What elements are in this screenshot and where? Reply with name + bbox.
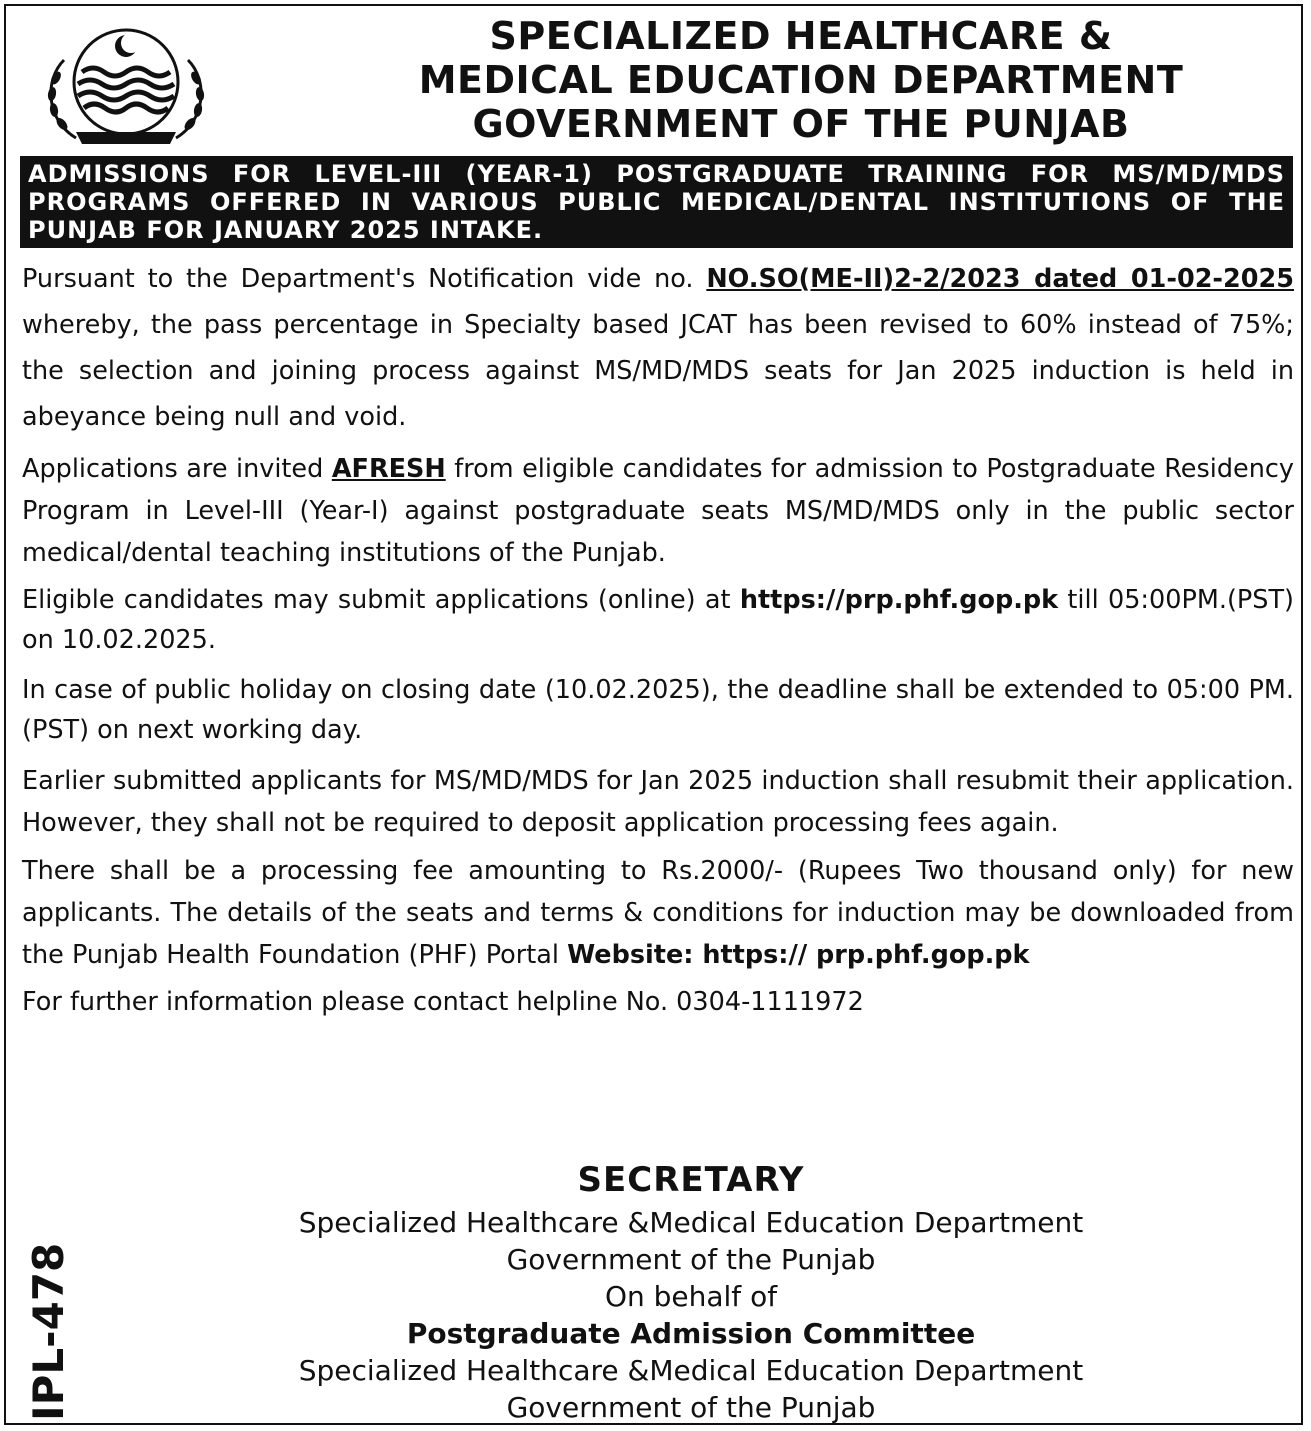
notification-intro: Pursuant to the Department's Notification vide no.	[22, 264, 707, 294]
submission-intro: Eligible candidates may submit applications (online) at	[22, 585, 740, 615]
advertisement-frame	[4, 4, 1303, 1425]
header-line-3: GOVERNMENT OF THE PUNJAB	[472, 102, 1130, 146]
notice-body	[22, 256, 1294, 1022]
ipl-code: IPL-478	[24, 1242, 73, 1421]
on-behalf-of: On behalf of	[604, 1280, 778, 1313]
committee-department: Specialized Healthcare &Medical Education Department	[298, 1354, 1084, 1387]
header-line-2: MEDICAL EDUCATION DEPARTMENT	[418, 58, 1184, 102]
notification-text: whereby, the pass percentage in Specialty based JCAT has been revised to 60% instead of 75%; the selection and joining process against MS/MD/MDS seats for Jan 2025 induction is held in abeyance being null and void.	[22, 310, 1294, 432]
paragraph-notification	[22, 256, 1294, 440]
signatory-title: SECRETARY	[577, 1160, 805, 1200]
paragraph-helpline: For further information please contact helpline No. 0304-1111972	[22, 987, 864, 1017]
paragraph-invitation	[22, 448, 1294, 574]
paragraph-resubmit: Earlier submitted applicants for MS/MD/MDS for Jan 2025 induction shall resubmit their application. However, they shall not be required to deposit application processing fees again.	[22, 766, 1294, 838]
invitation-intro: Applications are invited	[22, 454, 332, 484]
invitation-text: from eligible candidates for admission to Postgraduate Residency Program in Level-III (Year-I) against postgraduate seats MS/MD/MDS only in the public sector medical/dental teaching institutions of the Punjab.	[22, 454, 1294, 568]
signatory-department: Specialized Healthcare &Medical Education Department	[298, 1206, 1084, 1239]
committee-name: Postgraduate Admission Committee	[406, 1317, 976, 1350]
committee-government: Government of the Punjab	[506, 1391, 876, 1424]
signature-block	[66, 1156, 1311, 1426]
fee-text: There shall be a processing fee amounting to Rs.2000/- (Rupees Two thousand only) for new applicants. The details of the seats and terms & conditions for induction may be downloaded from the Punjab Health Foundation (PHF) Portal	[22, 856, 1294, 970]
paragraph-holiday: In case of public holiday on closing date (10.02.2025), the deadline shall be extended to 05:00 PM.(PST) on next working day.	[22, 675, 1294, 745]
signatory-government: Government of the Punjab	[506, 1243, 876, 1276]
afresh-emphasis: AFRESH	[331, 454, 446, 484]
punjab-emblem-icon	[36, 20, 216, 150]
paragraph-submission	[22, 580, 1294, 660]
header-line-1: SPECIALIZED HEALTHCARE &	[489, 14, 1113, 58]
website-link[interactable]: Website: https:// prp.phf.gop.pk	[567, 940, 1030, 970]
portal-link[interactable]: https://prp.phf.gop.pk	[739, 585, 1059, 615]
admissions-banner: ADMISSIONS FOR LEVEL-III (YEAR-1) POSTGRADUATE TRAINING FOR MS/MD/MDS PROGRAMS OFFERED IN VARIOUS PUBLIC MEDICAL/DENTAL INSTITUTIONS OF THE PUNJAB FOR JANUARY 2025 INTAKE.	[20, 156, 1293, 248]
submission-deadline: till 05:00PM.(PST) on 10.02.2025.	[22, 585, 1294, 655]
notification-reference: NO.SO(ME-II)2-2/2023 dated 01-02-2025	[706, 264, 1294, 294]
department-header	[306, 14, 1296, 146]
paragraph-fee	[22, 850, 1294, 976]
